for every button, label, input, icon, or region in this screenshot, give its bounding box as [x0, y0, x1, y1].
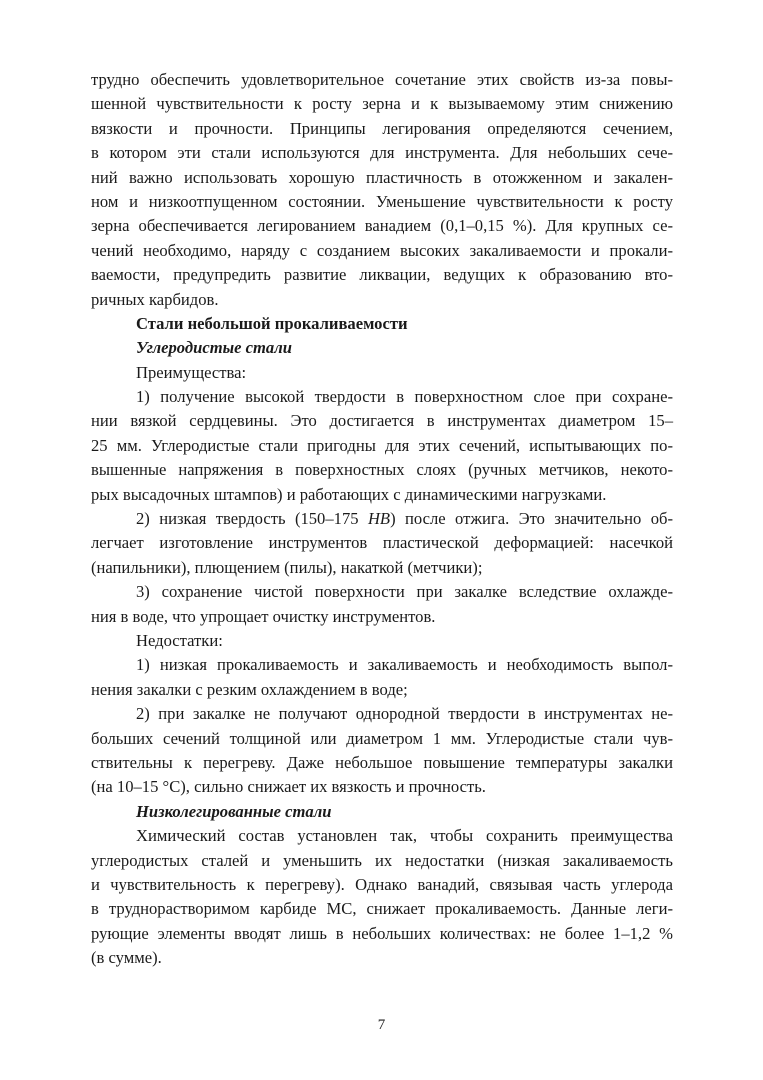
text-line: ния в воде, что упрощает очистку инструментов.: [91, 606, 436, 626]
text-line: 2) при закалке не получают однородной твердости в инструментах не-: [136, 704, 673, 724]
list-label: Недостатки:: [136, 630, 223, 650]
text-line: 2) низкая твердость (150–175 HB) после отжига. Это значительно об-: [136, 509, 673, 529]
text-line: углеродистых сталей и уменьшить их недостатки (низкая закаливаемость: [91, 850, 673, 870]
section-heading: Стали небольшой прокаливаемости: [136, 313, 408, 333]
text-line: ричных карбидов.: [91, 289, 219, 309]
text-line: (на 10–15 °С), сильно снижает их вязкость и прочность.: [91, 777, 486, 797]
text-line: чений необходимо, наряду с созданием высоких закаливаемости и прокали-: [91, 240, 673, 260]
text-line: ствительны к перегреву. Даже небольшое повышение температуры закалки: [91, 752, 673, 772]
text-line: ваемости, предупредить развитие ликвации, ведущих к образованию вто-: [91, 265, 673, 285]
text-line: зерна обеспечивается легированием ванадием (0,1–0,15 %). Для крупных се-: [91, 216, 673, 236]
text-line: шенной чувствительности к росту зерна и к вызываемому этим снижению: [91, 94, 673, 114]
list-label: Преимущества:: [136, 362, 247, 382]
text-line: Химический состав установлен так, чтобы сохранить преимущества: [136, 826, 673, 846]
text-line: в труднорастворимом карбиде МС, снижает прокаливаемость. Данные леги-: [91, 899, 673, 919]
text-line: ном и низкоотпущенном состоянии. Уменьшение чувствительности к росту: [91, 191, 673, 211]
text-line: ний важно использовать хорошую пластичность в отожженном и закален-: [91, 167, 673, 187]
subsection-heading: Низколегированные стали: [136, 801, 332, 821]
text-line: рующие элементы вводят лишь в небольших количествах: не более 1–1,2 %: [91, 923, 673, 943]
text-line: нии вязкой сердцевины. Это достигается в инструментах диаметром 15–: [91, 411, 673, 431]
text-line: (в сумме).: [91, 948, 162, 968]
text-line: 3) сохранение чистой поверхности при закалке вследствие охлажде-: [136, 582, 673, 602]
text-line: (напильники), плющением (пилы), накаткой (метчики);: [91, 557, 483, 577]
text-line: вышенные напряжения в поверхностных слоях (ручных метчиков, некото-: [91, 460, 673, 480]
text-line: больших сечений толщиной или диаметром 1 мм. Углеродистые стали чув-: [91, 728, 673, 748]
subsection-heading: Углеродистые стали: [136, 338, 292, 358]
page-body: [91, 68, 673, 970]
text-line: в котором эти стали используются для инструмента. Для небольших сече-: [91, 143, 673, 163]
text-line: вязкости и прочности. Принципы легирования определяются сечением,: [91, 118, 673, 138]
text-line: и чувствительность к перегреву). Однако ванадий, связывая часть углерода: [91, 874, 673, 894]
text-line: рых высадочных штампов) и работающих с динамическими нагрузками.: [91, 484, 607, 504]
text-line: нения закалки с резким охлаждением в воде;: [91, 679, 408, 699]
text-line: легчает изготовление инструментов пластической деформацией: насечкой: [91, 533, 673, 553]
page-number: 7: [377, 1017, 386, 1033]
text-line: трудно обеспечить удовлетворительное сочетание этих свойств из-за повы-: [91, 70, 673, 89]
text-line: 1) получение высокой твердости в поверхностном слое при сохране-: [136, 387, 673, 407]
text-line: 1) низкая прокаливаемость и закаливаемость и необходимость выпол-: [136, 655, 673, 675]
text-line: 25 мм. Углеродистые стали пригодны для этих сечений, испытывающих по-: [91, 435, 673, 455]
